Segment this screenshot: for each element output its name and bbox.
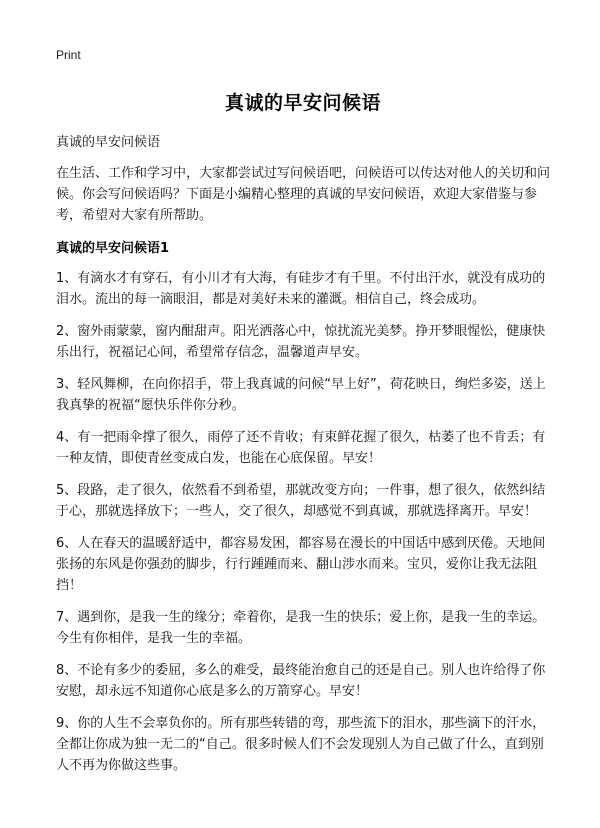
greeting-item-6: 6、人在春天的温暖舒适中，都容易发困，都容易在漫长的中国话中感到厌倦。天地间张扬的东风是你强劲的脚步，行行踵踵而来、翻山涉水而来。宝贝，爱你让我无法阻挡！: [56, 536, 546, 593]
page-title: 真诚的早安问候语: [224, 92, 381, 114]
greeting-item-8: 8、不论有多少的委屈，多么的难受，最终能治愈自己的还是自己。别人也许给得了你安慰，却永远不知道你心底是多么的万箭穿心。早安！: [56, 663, 546, 699]
greeting-item-4: 4、有一把雨伞撑了很久，雨停了还不肯收；有束鲜花握了很久，枯萎了也不肯丢；有一种友情，即使青丝变成白发，也能在心底保留。早安！: [56, 430, 546, 466]
print-link[interactable]: Print: [56, 48, 81, 62]
greeting-item-7: 7、遇到你，是我一生的缘分；牵着你，是我一生的快乐；爱上你，是我一生的幸运。今生有你相伴，是我一生的幸福。: [56, 610, 546, 646]
document-subtitle: 真诚的早安问候语: [56, 135, 161, 150]
greeting-item-2: 2、窗外雨蒙蒙，窗内酣甜声。阳光洒落心中，惊扰流光美梦。挣开梦眼惺忪，健康快乐出行，祝福记心间，希望常存信念，温馨道声早安。: [56, 324, 546, 360]
section-heading: 真诚的早安问候语1: [56, 241, 170, 256]
intro-paragraph: 在生活、工作和学习中，大家都尝试过写问候语吧，问候语可以传达对他人的关切和问候。你会写问候语吗？下面是小编精心整理的真诚的早安问候语，欢迎大家借鉴与参考，希望对大家有所帮助。: [56, 166, 551, 223]
greeting-list: [56, 268, 550, 776]
greeting-item-1: 1、有滴水才有穿石，有小川才有大海，有硅步才有千里。不付出汗水，就没有成功的泪水。流出的每一滴眼泪，都是对美好未来的灌溉。相信自己，终会成功。: [56, 271, 546, 307]
greeting-item-5: 5、段路，走了很久，依然看不到希望，那就改变方向；一件事，想了很久，依然纠结于心，那就选择放下；一些人，交了很久，却感觉不到真诚，那就选择离开。早安！: [56, 483, 546, 519]
greeting-item-9: 9、你的人生不会辜负你的。所有那些转错的弯，那些流下的泪水，那些滴下的汗水，全都让你成为独一无二的“自己。很多时候人们不会发现别人为自己做了什么，直到别人不再为你做这些事。: [56, 716, 546, 773]
greeting-item-3: 3、轻风舞柳，在向你招手，带上我真诚的问候“早上好”，荷花映日，绚烂多姿，送上我真挚的祝福“愿快乐伴你分秒。: [56, 377, 546, 413]
